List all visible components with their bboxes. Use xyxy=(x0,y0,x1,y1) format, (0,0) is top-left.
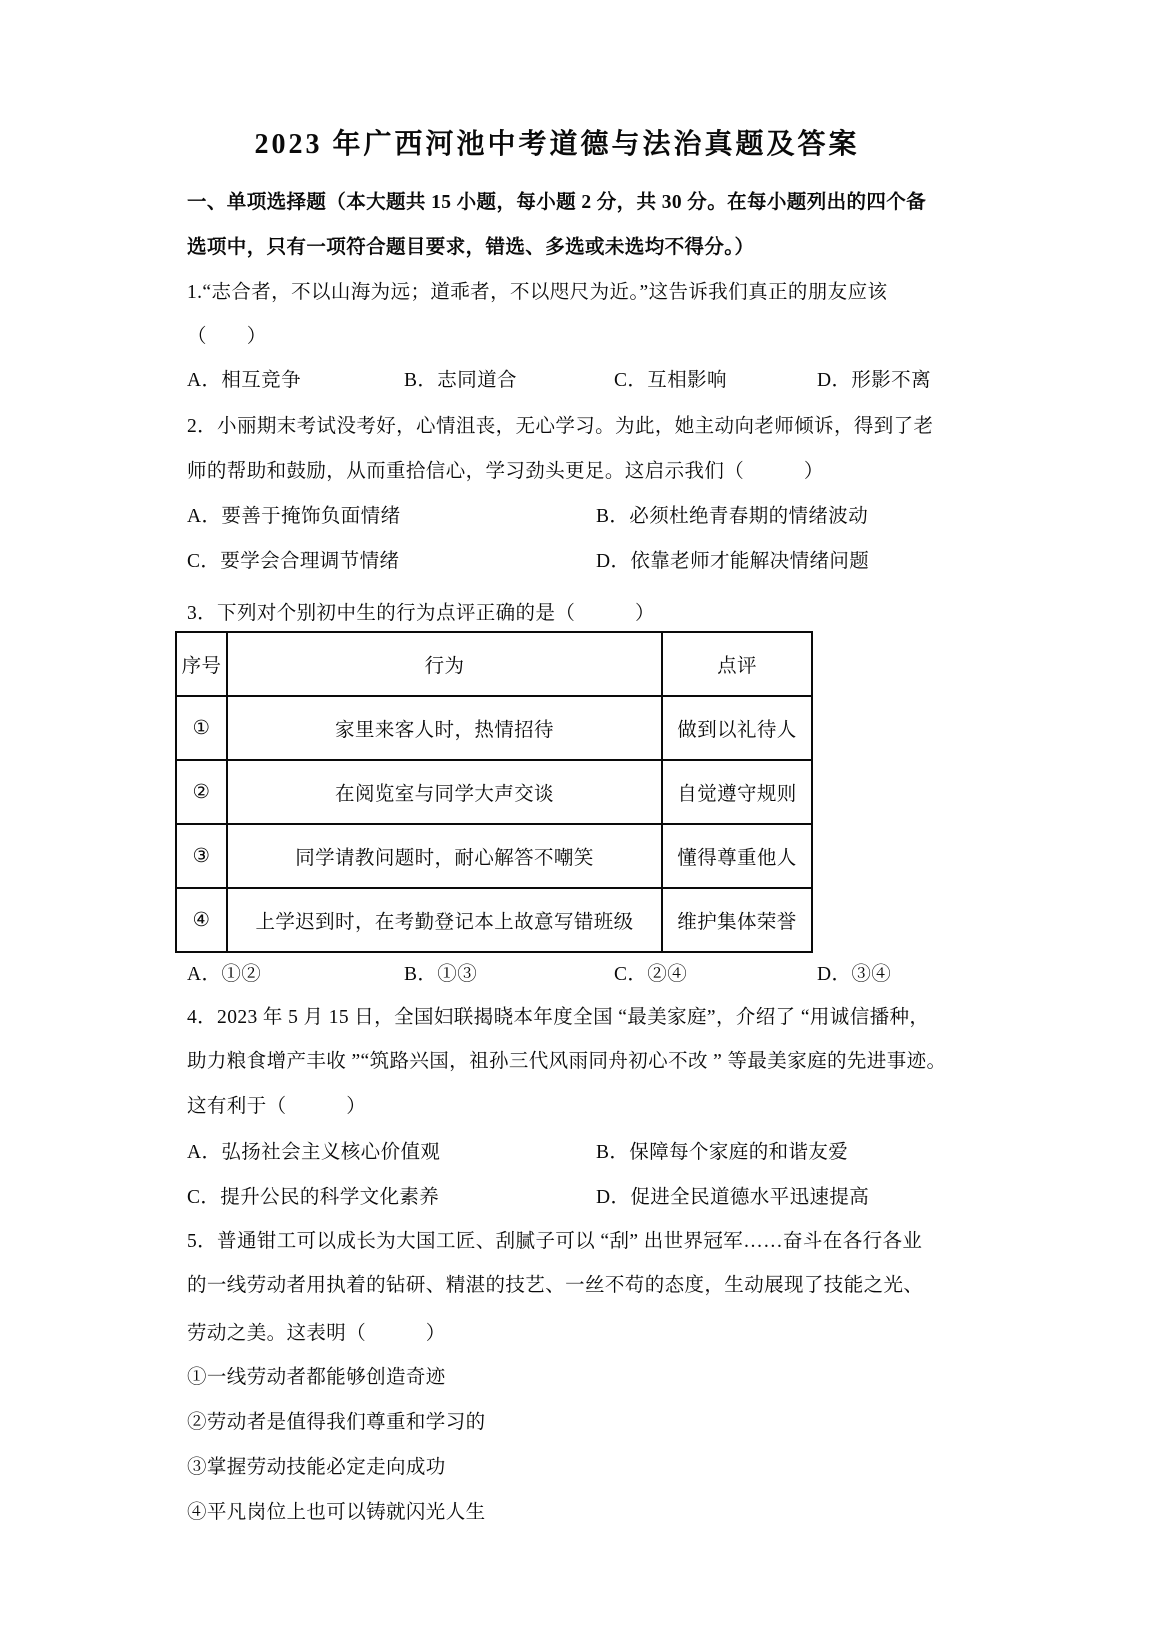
question-2-options-row-cd xyxy=(187,550,977,576)
q1-option-d: D．形影不离 xyxy=(817,370,931,391)
row2-ordinal: ② xyxy=(176,760,227,824)
question-4-options-row-cd xyxy=(187,1186,977,1212)
question-2-text-line-2: 师的帮助和鼓励，从而重拾信心，学习劲头更足。这启示我们（ ） xyxy=(187,461,824,482)
question-5-text-line-1: 5．普通钳工可以成长为大国工匠、刮腻子可以 “刮” 出世界冠军……奋斗在各行各业 xyxy=(187,1231,923,1252)
row3-comment: 懂得尊重他人 xyxy=(662,824,812,888)
row4-behavior: 上学迟到时，在考勤登记本上故意写错班级 xyxy=(227,888,662,952)
q3-option-a: A．①② xyxy=(187,964,262,985)
question-4-text-line-3: 这有利于（ ） xyxy=(187,1096,367,1117)
q4-option-a: A．弘扬社会主义核心价值观 xyxy=(187,1142,441,1163)
question-2-text-line-1: 2．小丽期末考试没考好，心情沮丧，无心学习。为此，她主动向老师倾诉，得到了老 xyxy=(187,416,934,437)
table-header-comment: 点评 xyxy=(662,632,812,696)
page-title: 2023 年广西河池中考道德与法治真题及答案 xyxy=(254,129,860,160)
table-row-3 xyxy=(176,824,812,888)
row4-ordinal: ④ xyxy=(176,888,227,952)
row3-ordinal: ③ xyxy=(176,824,227,888)
question-2-options-row-ab xyxy=(187,505,977,531)
question-1-options-row xyxy=(187,369,977,395)
row2-behavior: 在阅览室与同学大声交谈 xyxy=(227,760,662,824)
row1-behavior: 家里来客人时，热情招待 xyxy=(227,696,662,760)
question-1-text: 1.“志合者，不以山海为远；道乖者，不以咫尺为近。”这告诉我们真正的朋友应该 xyxy=(187,282,888,303)
q5-statement-3: ③掌握劳动技能必定走向成功 xyxy=(187,1457,446,1478)
section-heading-line-2: 选项中，只有一项符合题目要求，错选、多选或未选均不得分。） xyxy=(187,237,755,258)
q3-option-b: B．①③ xyxy=(404,964,478,985)
row4-comment: 维护集体荣誉 xyxy=(662,888,812,952)
question-3-options-row xyxy=(187,963,977,989)
q1-option-a: A．相互竞争 xyxy=(187,370,301,391)
q2-option-d: D．依靠老师才能解决情绪问题 xyxy=(596,551,870,572)
table-header-row xyxy=(176,632,812,696)
q5-statement-2: ②劳动者是值得我们尊重和学习的 xyxy=(187,1412,486,1433)
row2-comment: 自觉遵守规则 xyxy=(662,760,812,824)
q4-option-d: D．促进全民道德水平迅速提高 xyxy=(596,1187,870,1208)
q3-option-c: C．②④ xyxy=(614,964,688,985)
q5-statement-4: ④平凡岗位上也可以铸就闪光人生 xyxy=(187,1502,486,1523)
row3-behavior: 同学请教问题时，耐心解答不嘲笑 xyxy=(227,824,662,888)
question-5-text-line-3: 劳动之美。这表明（ ） xyxy=(187,1323,446,1344)
q2-option-b: B．必须杜绝青春期的情绪波动 xyxy=(596,506,869,527)
q5-statement-1: ①一线劳动者都能够创造奇迹 xyxy=(187,1367,446,1388)
question-4-text-line-2: 助力粮食增产丰收 ”“筑路兴国，祖孙三代风雨同舟初心不改 ” 等最美家庭的先进事迹。 xyxy=(187,1051,947,1072)
row1-comment: 做到以礼待人 xyxy=(662,696,812,760)
q4-option-b: B．保障每个家庭的和谐友爱 xyxy=(596,1142,849,1163)
q4-option-c: C．提升公民的科学文化素养 xyxy=(187,1187,440,1208)
question-4-text-line-1: 4．2023 年 5 月 15 日，全国妇联揭晓本年度全国 “最美家庭”，介绍了 “用诚信播种， xyxy=(187,1007,930,1028)
q1-option-b: B．志同道合 xyxy=(404,370,517,391)
table-header-behavior: 行为 xyxy=(227,632,662,696)
question-4-options-row-ab xyxy=(187,1141,977,1167)
table-row-4 xyxy=(176,888,812,952)
row1-ordinal: ① xyxy=(176,696,227,760)
q2-option-c: C．要学会合理调节情绪 xyxy=(187,551,400,572)
question-1-answer-bracket: （ ） xyxy=(187,326,267,347)
q1-option-c: C．互相影响 xyxy=(614,370,727,391)
q2-option-a: A．要善于掩饰负面情绪 xyxy=(187,506,401,527)
table-row-2 xyxy=(176,760,812,824)
question-3-table xyxy=(175,631,813,953)
section-heading-line-1: 一、单项选择题（本大题共 15 小题，每小题 2 分，共 30 分。在每小题列出的四个备 xyxy=(187,192,927,213)
question-3-text: 3．下列对个别初中生的行为点评正确的是（ ） xyxy=(187,603,655,624)
table-header-ordinal: 序号 xyxy=(176,632,227,696)
question-5-text-line-2: 的一线劳动者用执着的钻研、精湛的技艺、一丝不苟的态度，生动展现了技能之光、 xyxy=(187,1275,924,1296)
q3-option-d: D．③④ xyxy=(817,964,892,985)
table-row-1 xyxy=(176,696,812,760)
